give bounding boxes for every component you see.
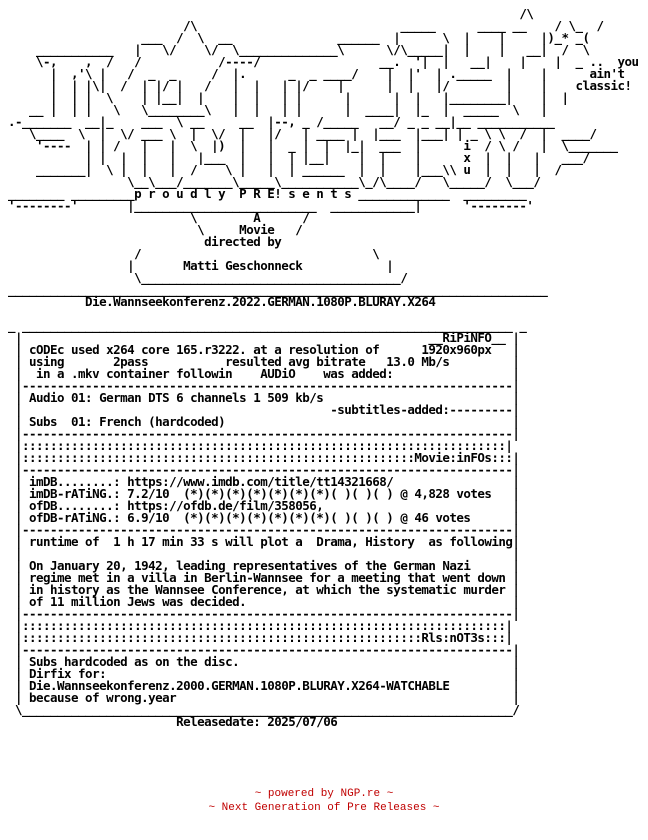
powered-by-text: ~ powered by NGP.re ~: [254, 788, 394, 800]
tagline-text: ~ Next Generation of Pre Releases ~: [208, 802, 440, 814]
nfo-ascii-art-document: /\ /\ _____ ____ __ / \_ / ___ / \ __ ______ | \ | | |)_* _( ___________ | \/ \/ \______________\ \/\_____| | | __| / \ \-, , / / /----/ __. '| | __| | | _ .. you | ,'\ | / _ _ / |. _ _ ____/ | |' | ._____ | | ain't | | |\| / | |/ | / | | | |/ | | | |/ | | classic! | | | \ | |__| | | | | | | | | |________| | | __ | | | \ \________\ | | | | | ____| |_ | _____ \ | .-_______ __|_ ___ \ __ __ |--, _ /_____ __/ _ _ __|__ ___________ \____ \ | \/ ___ \ | \/ | |/ | ____ | |___ |___| | _ \ \ / | ____/ '---- | | / | | \ |) | | _ | | |_| ___ | i / \ / | \_______ | | | | | |___ | | | |__| | | | x | | | ___/ _______| \ | | | / \ | | | ______ | | |___\\ u | | | / \__\___/_______\_____\___________\_/\____/ \_____/ \___/ ________ _________p r o u d l y P R E! s e n t s _____________ _________ '--------' |__________________________ ____________| '--------' \ A / \ Movie / directed by / \ | Matti Geschonneck | \_____________________________________/ _____________________________________________________________________________ Die.Wannseekonferenz.2022.GERMAN.1080P.BLURAY.X264 _ ______________________________________________________________________ _ | __RiPiNFO__ | | cODEc used x264 core 165.r3222. at a resolution of 1920x960px | | using 2pass resulted avg bitrate 13.0 Mb/s | | in a .mkv container followin AUDiO was added: | |----------------------------------------------------------------------| | Audio 01: German DTS 6 channels 1 509 kb/s | | -subtitles-added:---------| | Subs 01: French (hardcoded) | |----------------------------------------------------------------------| |:::::::::::::::::::::::::::::::::::::::::::::::::::::::::::::::::::::| |::::::::::::::::::::::::::::::::::::::::::::::::::::::::Movie:inFOs:::| |----------------------------------------------------------------------| | imDB........: https://www.imdb.com/title/tt14321668/ | | imDB-rATiNG.: 7.2/10 (*)(*)(*)(*)(*)(*)(*)( )( )( ) @ 4,828 votes | | ofDB........: https://ofdb.de/film/358056, | | ofDB-rATiNG.: 6.9/10 (*)(*)(*)(*)(*)(*)(*)( )( )( ) @ 46 votes | |----------------------------------------------------------------------| | runtime of 1 h 17 min 33 s will plot a Drama, History as following| | | | On January 20, 1942, leading representatives of the German Nazi | | regime met in a villa in Berlin-Wannsee for a meeting that went down | | in history as the Wannsee Conference, at which the systematic murder | | of 11 million Jews was decided. | |----------------------------------------------------------------------| |:::::::::::::::::::::::::::::::::::::::::::::::::::::::::::::::::::::| |:::::::::::::::::::::::::::::::::::::::::::::::::::::::::Rls:nOT3s:::| |----------------------------------------------------------------------| | Subs hardcoded as on the disc. | | Dirfix for: | | Die.Wannseekonferenz.2000.GERMAN.1080P.BLURAY.X264-WATCHABLE | | because of wrong.year | \______________________________________________________________________/ Releasedate: 2025/07/06: [8, 6, 639, 729]
